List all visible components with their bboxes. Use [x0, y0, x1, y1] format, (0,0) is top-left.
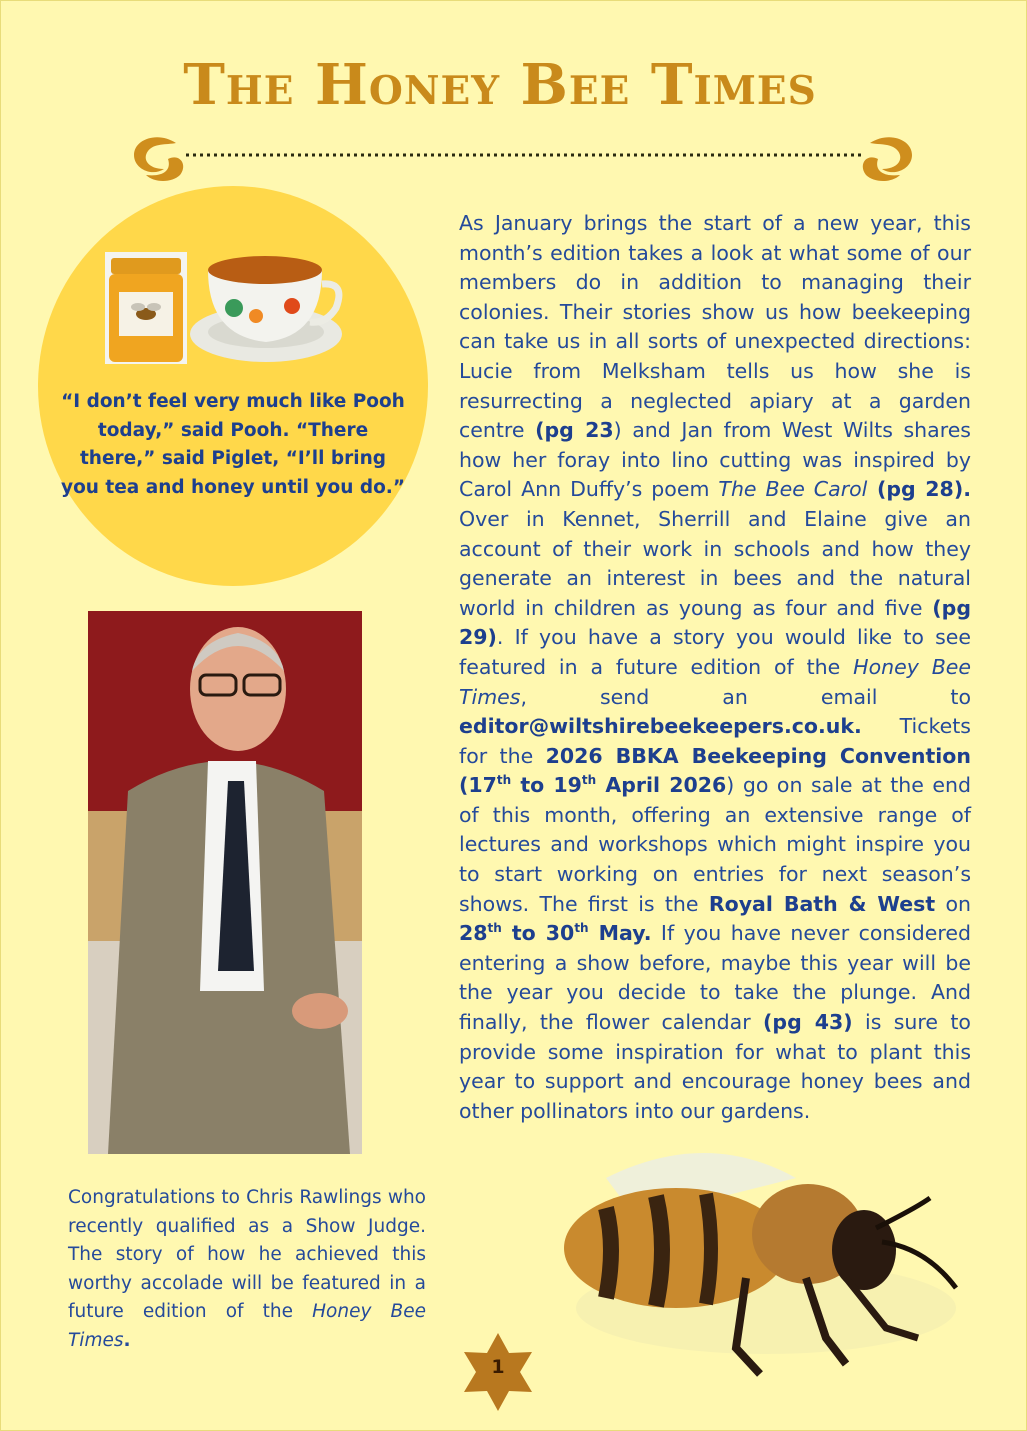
date-text: to 30	[501, 921, 575, 946]
honey-jar-image	[105, 252, 187, 364]
article-text: . If you have a story you would like to see featured in a future edition of the	[459, 625, 971, 679]
editor-email-link[interactable]: editor@wiltshirebeekeepers.co.uk.	[459, 714, 862, 739]
congratulations-caption	[68, 1184, 426, 1355]
masthead-title: The Honey Bee Times	[183, 52, 817, 118]
page-reference: (pg 29)	[459, 595, 971, 650]
honey-bee-image	[546, 1138, 966, 1378]
show-name: Royal Bath & West	[708, 891, 936, 916]
ordinal: th	[574, 921, 589, 936]
caption-text: Congratulations to Chris Rawlings who recently qualified as a Show Judge. The story of how he achieved this worthy accolade will be featured in a future edition of the	[68, 1187, 426, 1322]
ordinal: th	[581, 773, 597, 788]
article-text: As January brings the start of a new year, this month’s edition takes a look at what some of our members do in addition to managing their colonies. Their stories show us how beekeeping can take us in all sorts of unexpected directions: Lucie from Melksham tells us how she is resurrecting a neglected apiary at a garden centre	[459, 211, 971, 443]
magazine-name: Honey Bee Times	[459, 654, 972, 709]
caption-magazine-name: Honey Bee Times	[68, 1301, 426, 1351]
date-text: May.	[588, 921, 652, 946]
teacup-image	[186, 250, 344, 366]
date-text: 28	[459, 921, 488, 946]
article-text: Tickets for the	[459, 714, 971, 768]
article-text: ) and Jan from West Wilts shares how her foray into lino cutting was inspired by Carol Ann Duffy’s poem	[459, 418, 971, 502]
article-text: , send an email to	[520, 684, 971, 709]
date-text: to 19	[511, 773, 582, 798]
show-dates	[459, 921, 652, 945]
quote-circle	[38, 186, 428, 586]
caption-period: .	[123, 1329, 131, 1351]
page-reference: (pg 23	[535, 418, 614, 443]
editorial-article	[459, 209, 971, 1126]
page-reference: (pg 28).	[867, 477, 971, 502]
article-text: is sure to provide some inspiration for what to plant this year to support and encourage honey bees and other pollinators into our gardens.	[459, 1010, 971, 1123]
convention-name: 2026 BBKA Beekeeping Convention (17	[459, 743, 971, 798]
ornamental-divider	[128, 125, 918, 185]
chris-rawlings-photo	[88, 611, 362, 1154]
article-text: on	[935, 891, 971, 916]
article-text: ) go on sale at the end of this month, offering an extensive range of lectures and workshops which might inspire you to start working on entries for next season’s shows. The first is the	[459, 773, 971, 916]
ordinal: th	[487, 921, 502, 936]
article-text: If you have never considered entering a show before, maybe this year will be the year you decide to take the plunge. And finally, the flower calendar	[459, 921, 972, 1035]
date-text: April 2026	[596, 773, 727, 798]
page-reference: (pg 43)	[763, 1010, 853, 1035]
poem-title: The Bee Carol	[718, 477, 868, 502]
article-text: Over in Kennet, Sherrill and Elaine give an account of their work in schools and how they generate an interest in bees and the natural world in children as young as four and five	[459, 506, 971, 620]
ordinal: th	[496, 773, 512, 788]
page-number: 1	[491, 1356, 505, 1378]
pooh-quote: “I don’t feel very much like Pooh today,” said Pooh. “There there,” said Piglet, “I’ll bring you tea and honey until you do.”	[61, 391, 405, 498]
